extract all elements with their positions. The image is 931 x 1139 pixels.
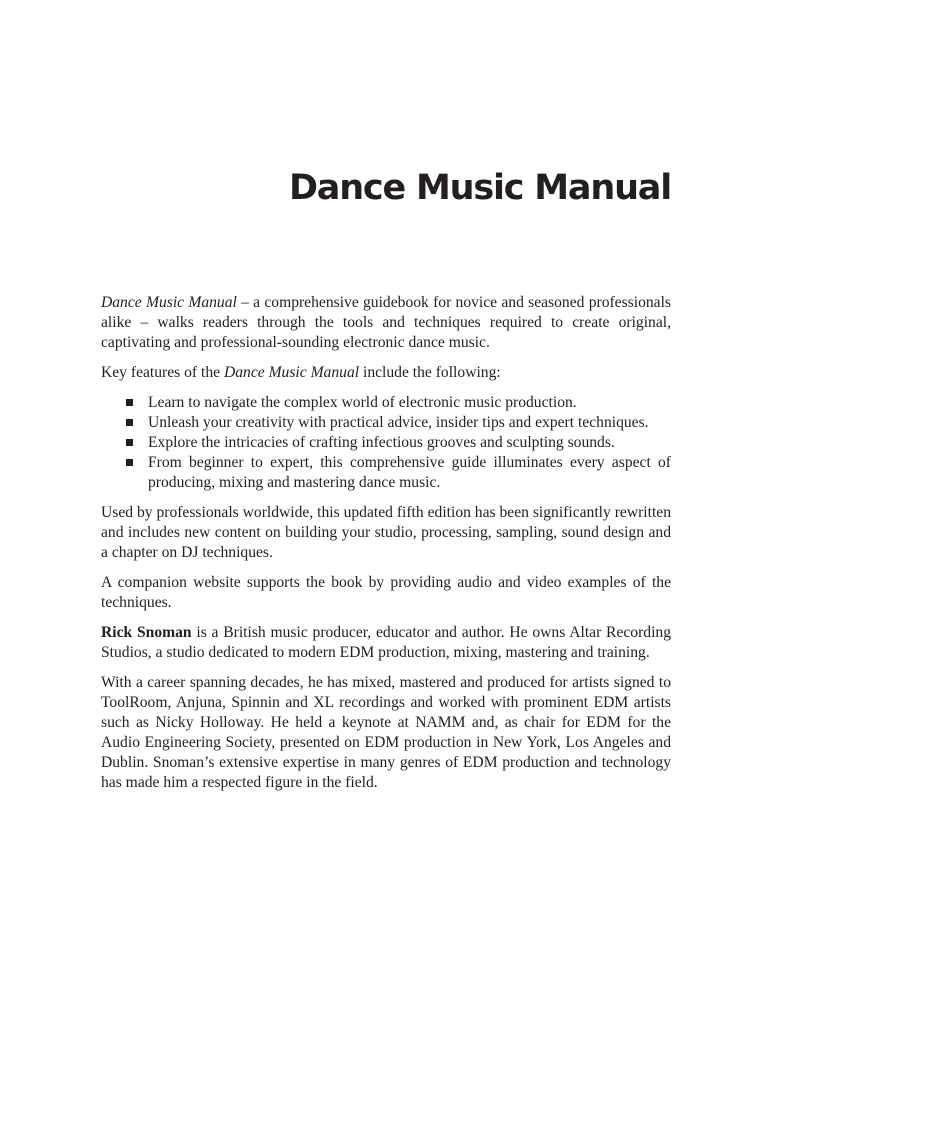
features-intro-book-title: Dance Music Manual [223, 364, 360, 381]
page-title: Dance Music Manual [288, 168, 671, 208]
list-item [101, 393, 671, 413]
back-cover-text [101, 293, 671, 803]
list-item [101, 433, 671, 453]
list-item [101, 453, 671, 493]
author-name: Rick Snoman [101, 624, 192, 641]
intro-text: – a comprehensive guidebook for novice and seasoned professionals alike – walks readers through the tools and techniques required to create original, captivating and professional-sounding electronic dance music. [101, 294, 671, 351]
author-bio-paragraph [101, 623, 671, 663]
intro-paragraph [101, 293, 671, 353]
square-bullet-icon [126, 399, 133, 406]
author-bio-text: is a British music producer, educator and author. He owns Altar Recording Studios, a studio dedicated to modern EDM production, mixing, mastering and training. [101, 624, 672, 661]
intro-book-title: Dance Music Manual [101, 294, 237, 311]
website-paragraph: A companion website supports the book by providing audio and video examples of the techniques. [101, 574, 671, 611]
features-intro-paragraph [101, 363, 671, 383]
feature-text: Explore the intricacies of crafting infectious grooves and sculpting sounds. [148, 434, 615, 451]
feature-text: From beginner to expert, this comprehensive guide illuminates every aspect of producing, mixing and mastering dance music. [148, 454, 671, 491]
feature-text: Unleash your creativity with practical advice, insider tips and expert techniques. [148, 414, 649, 431]
feature-text: Learn to navigate the complex world of electronic music production. [148, 394, 577, 411]
features-intro-prefix: Key features of the [101, 364, 224, 381]
edition-paragraph: Used by professionals worldwide, this updated fifth edition has been significantly rewritten and includes new content on building your studio, processing, sampling, sound design and a chapter on DJ techniques. [101, 504, 671, 561]
feature-list [101, 393, 671, 493]
square-bullet-icon [126, 439, 133, 446]
square-bullet-icon [126, 419, 133, 426]
features-intro-suffix: include the following: [359, 364, 501, 381]
career-paragraph: With a career spanning decades, he has mixed, mastered and produced for artists signed to ToolRoom, Anjuna, Spinnin and XL recordings and worked with prominent EDM artists such as Nicky Holloway. He held a keynote at NAMM and, as chair for EDM for the Audio Engineering Society, presented on EDM production in New York, Los Angeles and Dublin. Snoman’s extensive expertise in many genres of EDM production and technology has made him a respected figure in the field. [101, 674, 671, 791]
square-bullet-icon [126, 459, 133, 466]
list-item [101, 413, 671, 433]
